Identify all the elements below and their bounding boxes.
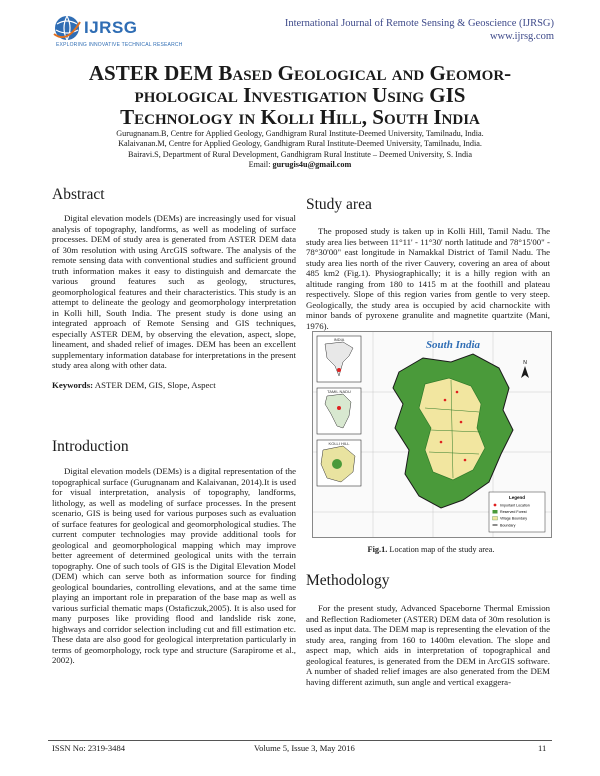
paper-title xyxy=(40,62,560,128)
keywords-label: Keywords: xyxy=(52,379,94,390)
journal-name: International Journal of Remote Sensing & Geoscience (IJRSG) xyxy=(284,18,554,29)
introduction-text: Digital elevation models (DEMs) is a digital representation of the topographical surface (Gurugnanam and Kalaivanan, 2014).It is used for visual interpretation, analysis of topography, landforms, lithology, as well as modeling of surface processes. In the present scenario, GIS is being used for various purposes such as evaluation of surface features for geological and geomorphological studies. The current computer technologies may provide additional tools for geological and geomorphological mapping which may improve better agreement of determined geological units with the terrain topography. One of such tools of GIS is the Digital Elevation Model (DEM) which can serve both as information source for finding geological boundaries, controlling elevations, and at the same time playing an important role in preparation of the base map as well as various surficial thematic maps (Ostaficzuk,2005). It is also used for many purposes like providing flood and landslide risk zone, highways and corridor selection including cut and fill estimation etc. These data are also good for geological interpretation particularly in terms of geomorphology, rock type and structure (Sarapirome et al., 2002). xyxy=(52,466,296,665)
footer-volume: Volume 5, Issue 3, May 2016 xyxy=(254,743,355,753)
title-line-3: Technology in Kolli Hill, South India xyxy=(120,105,480,129)
tamil-nadu-location-marker xyxy=(337,406,341,410)
figure-caption xyxy=(312,545,550,554)
legend-village-symbol xyxy=(493,517,498,521)
author-email-line xyxy=(50,160,550,170)
india-inset-label: INDIA xyxy=(333,337,345,342)
kolli-hill-inset-label: KOLLI HILL xyxy=(328,441,350,446)
logo-tagline: EXPLORING INNOVATIVE TECHNICAL RESEARCH xyxy=(56,42,183,48)
methodology-text: For the present study, Advanced Spaceborne Thermal Emission and Reflection Radiometer (ASTER) DEM data of 30m resolution is used as input data. The DEM map is representing the elevation of the study area, ranging from 160 to 1400m elevation. The slope and aspect map, which aids in interpretation of topographical and geological features, is generated from the DEM in ArcGIS software. A number of shaded relief images are also generated from the DEM having different azimuth, sun angle and vertical exaggera- xyxy=(306,603,550,687)
introduction-body xyxy=(52,466,296,666)
caption-label: Fig.1. xyxy=(367,545,388,554)
methodology-body xyxy=(306,603,550,687)
location-map xyxy=(313,332,551,537)
legend-item-2: Reserved Forest xyxy=(500,510,527,514)
title-line-1: ASTER DEM Based Geological and Geomor- xyxy=(88,61,512,85)
study-area-body xyxy=(306,226,550,331)
author-line-1: Gurugnanam.B, Centre for Applied Geology, Gandhigram Rural Institute-Deemed University, Tamilnadu, India. xyxy=(116,129,484,138)
abstract-text: Digital elevation models (DEMs) are increasingly used for visual analysis of topography, landforms, as well as modeling of surface processes. DEM of study area is generated from ASTER DEM data of 30m resolution with using ArcGIS software. The analysis of the remote sensing data with conventional studies and sufficient ground truth information makes it easy to distinguish and demarcate the various ground features such as geology, structures, geomorphological features and their characteristics. This study is an attempt to delineate the geology and geomorphology interpretation in Kolli hill, South India. The present study is done using an integrated approach of Remote Sensing and GIS techniques, especially ASTER DEM, by observing the elevation, aspect, slope, lineament, and shaded relief of images. DEM has been an excellent supplementary information database for interpretations in the present study area along with other data. xyxy=(52,213,296,370)
north-arrow-icon xyxy=(521,360,529,378)
author-line-3: Bairavi.S, Department of Rural Development, Gandhigram Rural Institute – Deemed University, S. India xyxy=(128,149,472,159)
tamil-nadu-inset-label: TAMIL NADU xyxy=(327,389,351,394)
caption-text: Location map of the study area. xyxy=(389,545,495,554)
title-line-2: phological Investigation Using GIS xyxy=(134,83,466,107)
kolli-hill-marker xyxy=(332,459,342,469)
svg-text:N: N xyxy=(523,360,527,366)
logo-text: IJRSG xyxy=(84,18,138,37)
journal-logo xyxy=(48,12,183,58)
legend-location-symbol xyxy=(494,504,497,507)
legend-item-1: Important Location xyxy=(500,503,530,508)
email-label: Email: xyxy=(248,159,271,169)
keywords xyxy=(52,380,296,391)
keywords-text: ASTER DEM, GIS, Slope, Aspect xyxy=(94,379,216,390)
legend-item-3: Village Boundary xyxy=(500,516,528,521)
location-map-figure xyxy=(312,331,552,538)
author-line-2: Kalaivanan.M, Centre for Applied Geology, Gandhigram Rural Institute-Deemed University, Tamilnadu, India. xyxy=(118,139,482,149)
map-title: South India xyxy=(425,339,481,351)
abstract-body xyxy=(52,213,296,390)
author-block xyxy=(50,129,550,170)
india-location-marker xyxy=(337,368,341,372)
journal-url[interactable]: www.ijrsg.com xyxy=(489,31,554,42)
study-area-text: The proposed study is taken up in Kolli Hill, Tamil Nadu. The study area lies between 11°11' - 11°30' north latitude and 78°15'00" - 78°30'00" east longitude in Namakkal District of Tamil Nadu. The study area lies north of the river Cauvery, covering an area of about 485 km2 (Fig.1). Physiographically; it is a hilly region with an altitude ranging from 180 to 1415 m at the foothill and plateau respectively. Slope of this region varies from gentle to very steep. Geologically, the study area is occupied by acid charnockite with minor bands of pyroxene granulite and magnetite quartzite (Mani, 1976). xyxy=(306,226,550,331)
footer-issn: ISSN No: 2319-3484 xyxy=(52,743,126,753)
legend-forest-symbol xyxy=(493,510,498,514)
legend-title: Legend xyxy=(508,495,526,500)
footer-page-number: 11 xyxy=(538,743,547,753)
methodology-heading: Methodology xyxy=(306,572,390,589)
abstract-heading: Abstract xyxy=(52,186,105,203)
introduction-heading: Introduction xyxy=(52,438,129,455)
legend-item-4: Boundary xyxy=(500,523,516,528)
footer-divider xyxy=(48,740,552,741)
globe-icon xyxy=(52,14,82,42)
study-area-heading: Study area xyxy=(306,196,372,213)
email-address[interactable]: gurugis4u@gmail.com xyxy=(272,159,352,169)
journal-header xyxy=(285,17,554,43)
